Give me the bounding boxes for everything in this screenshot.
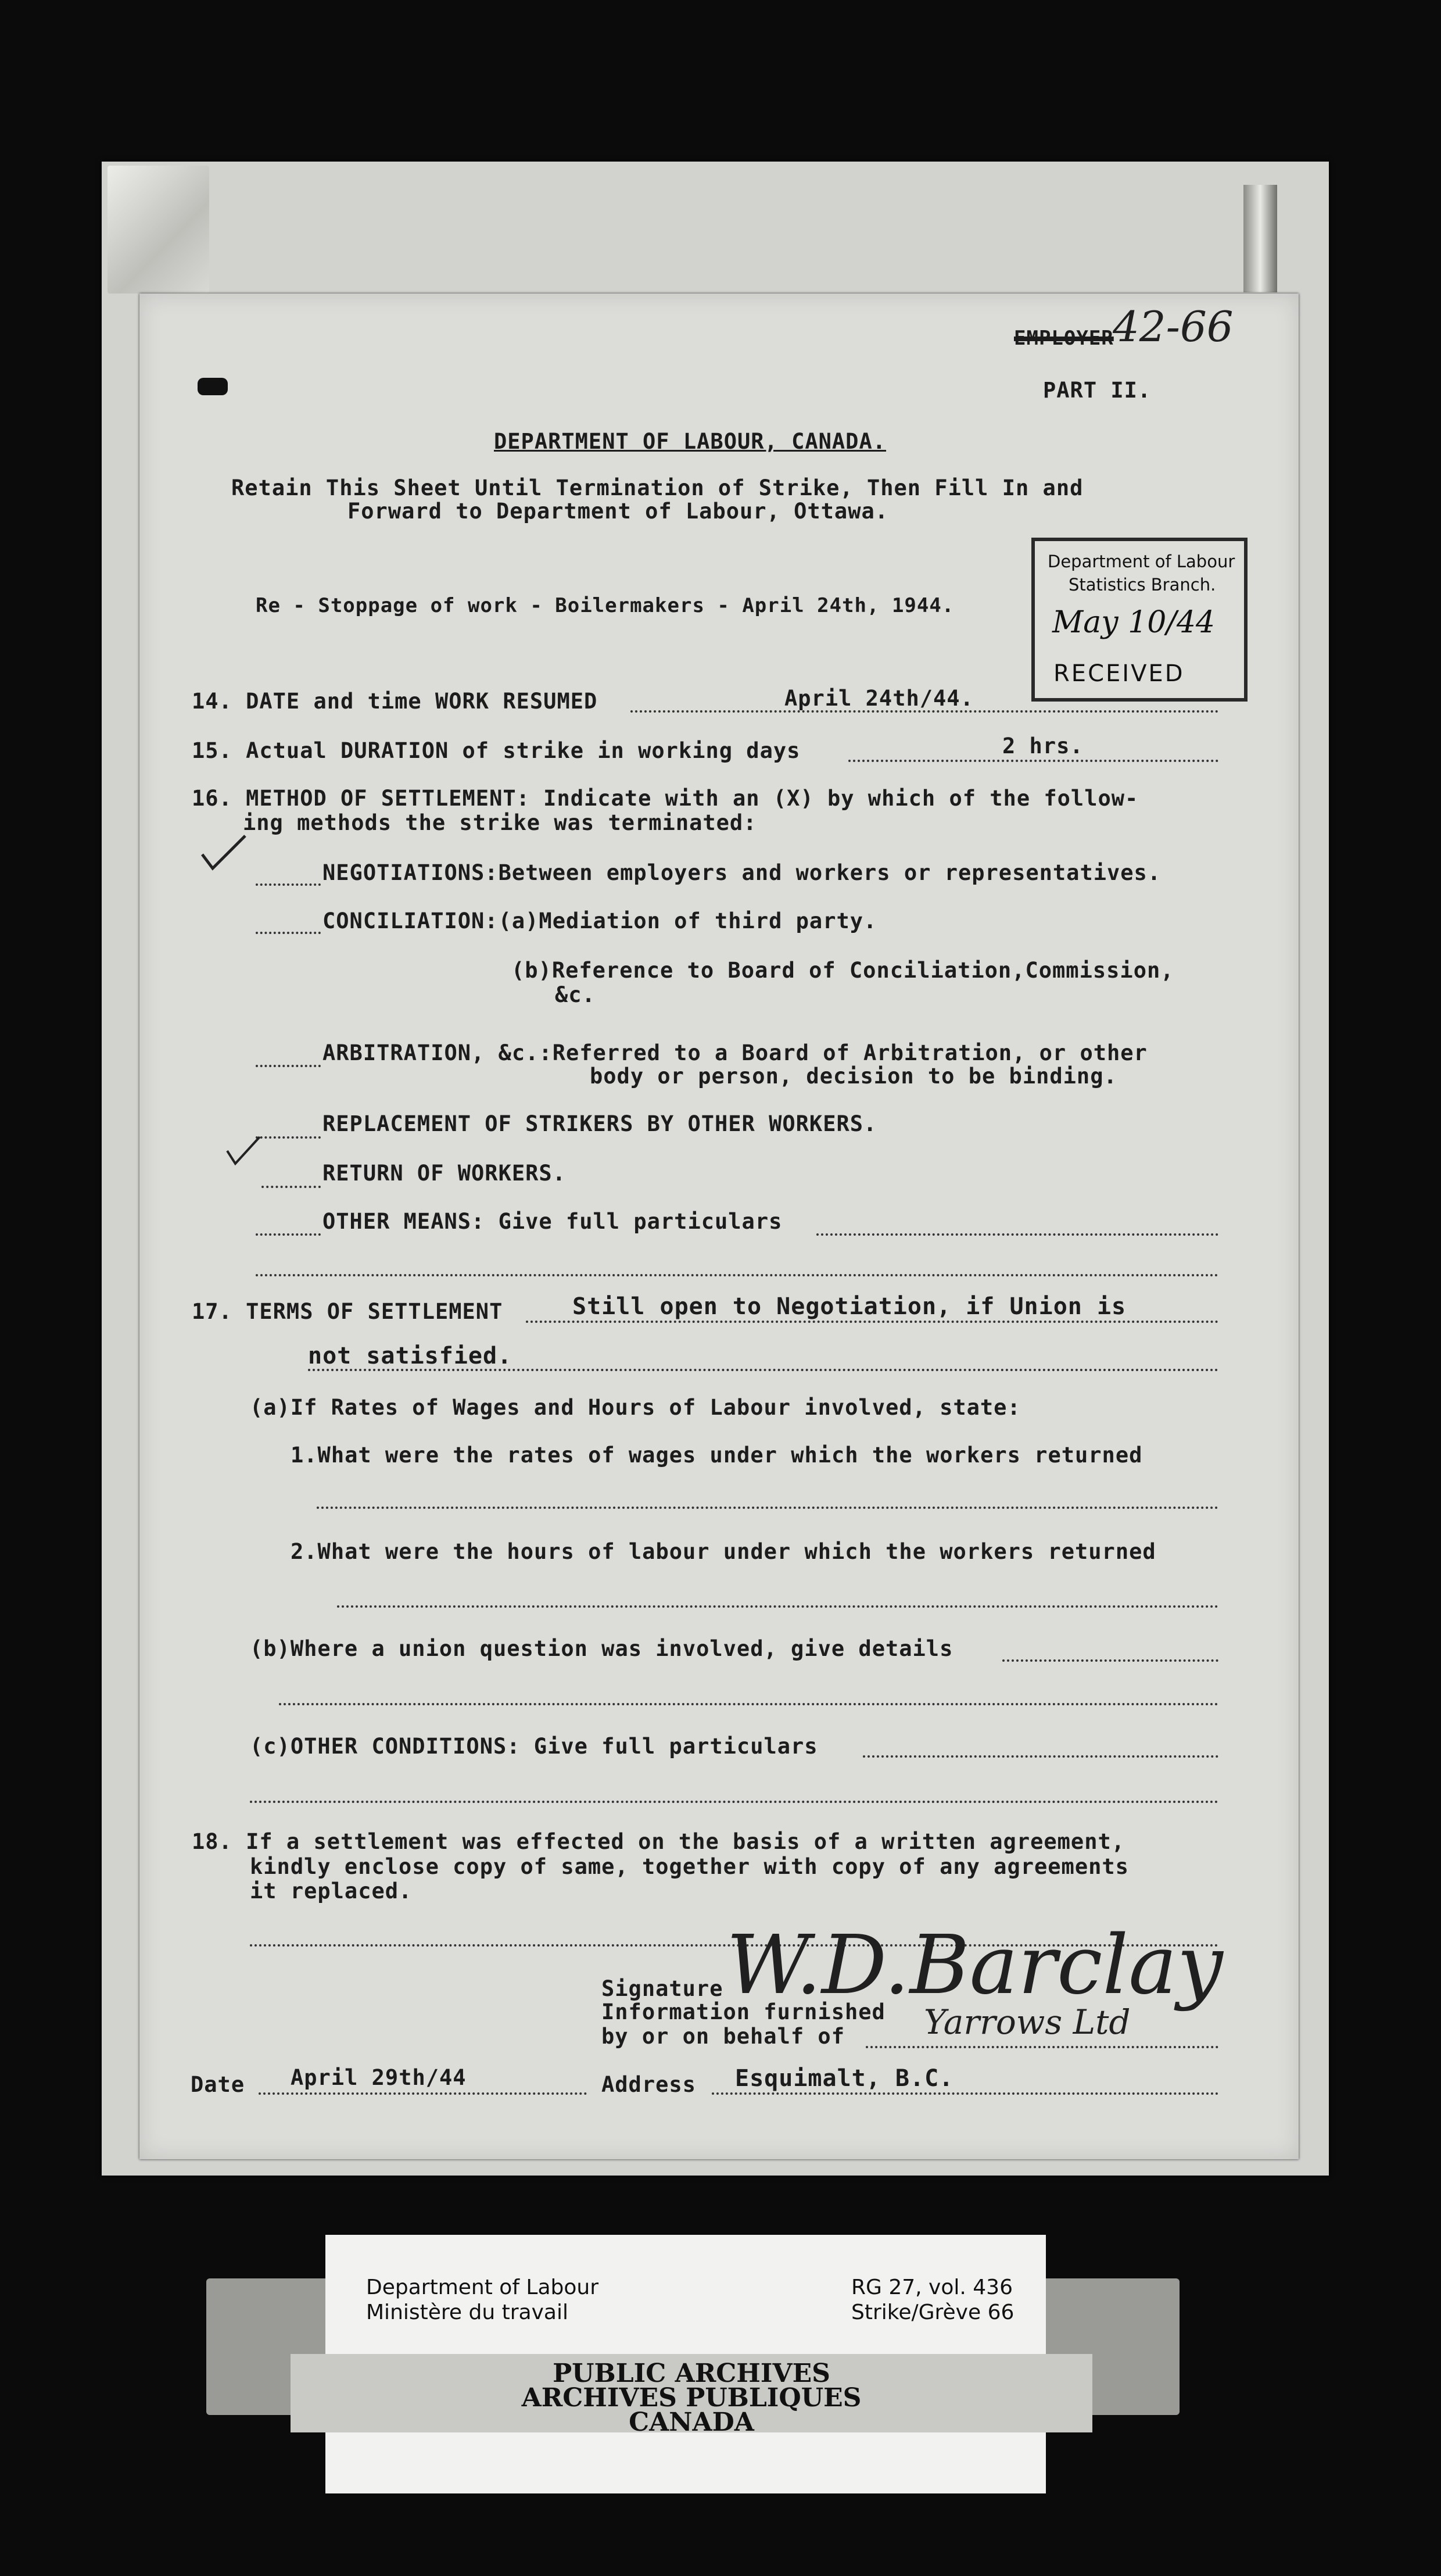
q16-line-2: ing methods the strike was terminated: — [243, 810, 757, 835]
q17-value-2: not satisfied. — [308, 1343, 512, 1369]
date-label: Date — [191, 2072, 245, 2097]
check-mark-return — [224, 1133, 264, 1168]
address-value: Esquimalt, B.C. — [735, 2065, 954, 2092]
archive-name-en: PUBLIC ARCHIVES — [553, 2359, 830, 2388]
re-line: Re - Stoppage of work - Boilermakers - April 24th, 1944. — [256, 594, 955, 617]
received-stamp — [1031, 538, 1248, 702]
option-arbitration-cont: body or person, decision to be binding. — [590, 1064, 1117, 1089]
q17a-label: (a)If Rates of Wages and Hours of Labour involved, state: — [250, 1395, 1021, 1420]
form-title: DEPARTMENT OF LABOUR, CANADA. — [494, 429, 887, 454]
q15-value: 2 hrs. — [1002, 734, 1084, 759]
q15-line — [848, 760, 1218, 762]
archive-dept-en: Department of Labour — [366, 2276, 599, 2299]
stamp-dept: Department of Labour — [1048, 552, 1235, 571]
signature: W.D.Barclay — [726, 1918, 1223, 2013]
part-label: PART II. — [1043, 378, 1152, 403]
replacement-blank — [256, 1136, 321, 1139]
conciliation-blank — [256, 932, 321, 934]
info-value: Yarrows Ltd — [924, 2002, 1131, 2042]
q17a2-label: 2.What were the hours of labour under which the workers returned — [291, 1539, 1156, 1564]
archive-name-fr: ARCHIVES PUBLIQUES — [521, 2383, 862, 2413]
q14-label: 14. DATE and time WORK RESUMED — [192, 689, 598, 714]
tape-left — [107, 166, 209, 294]
date-line — [259, 2092, 587, 2095]
info-label-1: Information furnished — [601, 1999, 886, 2024]
stamp-branch: Statistics Branch. — [1069, 575, 1216, 595]
q17a1-line — [317, 1507, 1218, 1509]
q18-line-1: 18. If a settlement was effected on the basis of a written agreement, — [192, 1829, 1125, 1854]
signature-label: Signature — [601, 1976, 723, 2001]
q17-label: 17. TERMS OF SETTLEMENT — [192, 1299, 503, 1324]
q14-value: April 24th/44. — [784, 686, 974, 711]
option-conciliation-b: (b)Reference to Board of Conciliation,Commission, — [511, 958, 1174, 983]
address-label: Address — [601, 2072, 696, 2097]
arbitration-blank — [256, 1065, 321, 1067]
q15-label: 15. Actual DURATION of strike in working days — [192, 738, 801, 763]
q17-value-1: Still open to Negotiation, if Union is — [572, 1293, 1127, 1320]
option-conciliation: CONCILIATION:(a)Mediation of third party. — [322, 908, 877, 933]
q17c-line-1 — [863, 1755, 1218, 1758]
tape-right — [1243, 185, 1277, 292]
option-negotiations: NEGOTIATIONS:Between employers and workers or representatives. — [322, 860, 1162, 885]
check-mark-negotiations — [198, 832, 250, 873]
q17c-line-2 — [250, 1801, 1218, 1803]
info-label-2: by or on behalf of — [601, 2024, 845, 2049]
q18-line-3: it replaced. — [250, 1879, 413, 1904]
archive-ref-1: RG 27, vol. 436 — [851, 2276, 1013, 2299]
q17a1-label: 1.What were the rates of wages under which the workers returned — [291, 1443, 1143, 1468]
q17a2-line — [337, 1605, 1218, 1608]
negotiations-blank — [256, 883, 321, 886]
q17b-line-2 — [279, 1703, 1218, 1705]
q17b-label: (b)Where a union question was involved, give details — [250, 1636, 954, 1661]
punch-mark — [198, 378, 228, 395]
info-line — [866, 2046, 1218, 2048]
archive-ref-2: Strike/Grève 66 — [851, 2300, 1015, 2324]
q16-line-1: 16. METHOD OF SETTLEMENT: Indicate with an (X) by which of the follow- — [192, 786, 1139, 811]
other-means-blank — [256, 1233, 321, 1236]
instruction-line-2: Forward to Department of Labour, Ottawa. — [347, 499, 889, 524]
date-value: April 29th/44 — [291, 2065, 467, 2090]
other-means-line-2 — [256, 1274, 1218, 1276]
struck-word: EMPLOYER — [1014, 327, 1114, 350]
option-arbitration: ARBITRATION, &c.:Referred to a Board of Arbitration, or other — [322, 1040, 1148, 1065]
archive-dept-fr: Ministère du travail — [366, 2300, 568, 2324]
archive-name-country: CANADA — [629, 2407, 754, 2437]
q18-line-2: kindly enclose copy of same, together with copy of any agreements — [250, 1854, 1129, 1879]
q17-line-1 — [526, 1321, 1218, 1323]
file-number: 42-66 — [1113, 302, 1234, 351]
option-replacement: REPLACEMENT OF STRIKERS BY OTHER WORKERS. — [322, 1111, 877, 1136]
stamp-received: RECEIVED — [1053, 660, 1185, 687]
other-means-line-1 — [816, 1233, 1218, 1236]
instruction-line-1: Retain This Sheet Until Termination of Strike, Then Fill In and — [231, 475, 1084, 500]
q17c-label: (c)OTHER CONDITIONS: Give full particulars — [250, 1734, 818, 1759]
q17b-line-1 — [1002, 1659, 1218, 1662]
option-other-means: OTHER MEANS: Give full particulars — [322, 1209, 783, 1234]
stamp-date: May 10/44 — [1052, 605, 1216, 640]
option-return: RETURN OF WORKERS. — [322, 1161, 566, 1186]
option-conciliation-b-cont: &c. — [555, 982, 596, 1007]
return-blank — [261, 1186, 321, 1188]
address-line — [712, 2092, 1218, 2095]
